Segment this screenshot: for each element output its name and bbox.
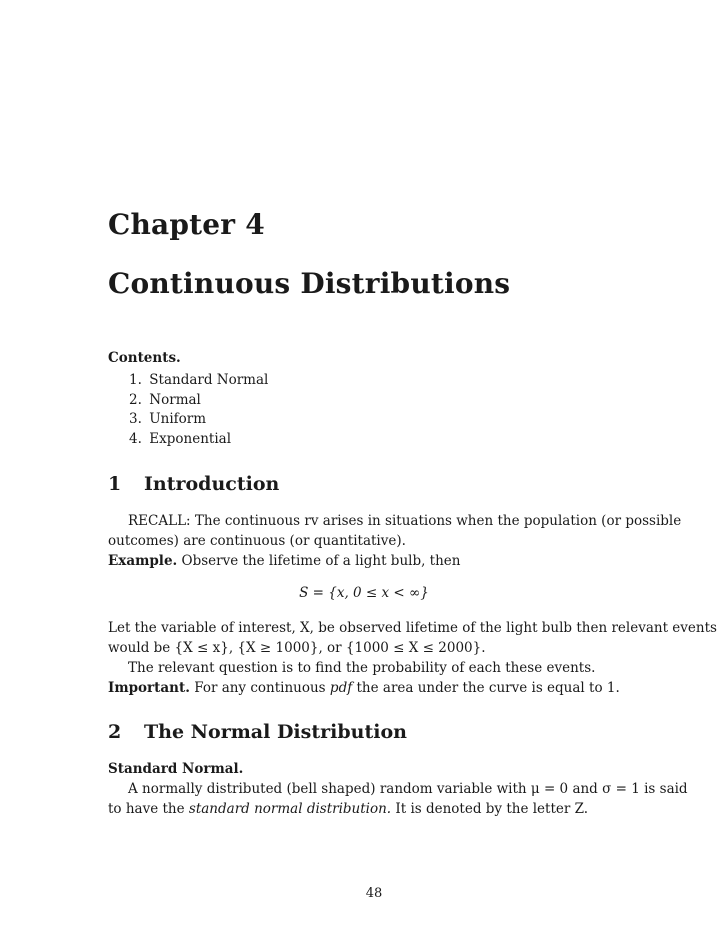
contents-item-label: Exponential [149,430,232,447]
events-paragraph [108,618,717,698]
standard-normal-text: to have the [108,801,185,817]
recall-line: RECALL: The continuous rv arises in situations when the population (or possible [128,513,682,529]
standard-normal-line [108,799,644,819]
section-heading-normal-distribution [108,721,407,743]
contents-heading: Contents. [108,350,181,366]
section-number: 1 [108,473,122,495]
example-label: Example. [108,553,178,569]
contents-item [129,430,268,450]
chapter-label: Chapter 4 [108,208,265,241]
example-text: Observe the lifetime of a light bulb, then [181,553,461,569]
contents-item-number: 2. [129,391,142,408]
contents-item [129,371,268,391]
sample-space-equation: S = {x, 0 ≤ x < ∞} [299,585,429,601]
section-number: 2 [108,721,122,743]
important-text: the area under the curve is equal to 1. [356,680,620,696]
section-title: The Normal Distribution [144,721,407,743]
chapter-title: Continuous Distributions [108,267,511,300]
important-pdf: pdf [329,680,353,696]
standard-normal-paragraph [108,759,688,819]
important-line [108,678,644,698]
standard-normal-heading: Standard Normal. [108,761,244,777]
contents-item-number: 1. [129,372,142,388]
section-title: Introduction [144,473,280,495]
contents-item-label: Standard Normal [149,372,269,388]
contents-list [129,371,268,449]
important-label: Important. [108,680,190,696]
section-heading-introduction [108,473,279,495]
standard-normal-emphasis: standard normal distribution. [188,801,392,817]
example-line [108,551,644,571]
contents-item-label: Uniform [149,411,207,427]
contents-item-number: 3. [129,411,142,427]
events-line: would be {X ≤ x}, {X ≥ 1000}, or {1000 ≤ X ≤ 2000}. [108,640,486,656]
important-text: For any continuous [194,680,326,696]
recall-line: outcomes) are continuous (or quantitative). [108,533,406,549]
page-number: 48 [365,886,383,901]
question-line: The relevant question is to find the probability of each these events. [128,660,596,676]
standard-normal-line: A normally distributed (bell shaped) random variable with μ = 0 and σ = 1 is said [128,781,688,797]
contents-item [129,391,268,411]
events-line: Let the variable of interest, X, be observed lifetime of the light bulb then relevant events [108,620,717,636]
contents-item-label: Normal [149,391,201,408]
contents-item-number: 4. [129,430,142,447]
recall-paragraph [108,511,682,571]
contents-item [129,410,268,430]
standard-normal-text: It is denoted by the letter Z. [395,801,589,817]
